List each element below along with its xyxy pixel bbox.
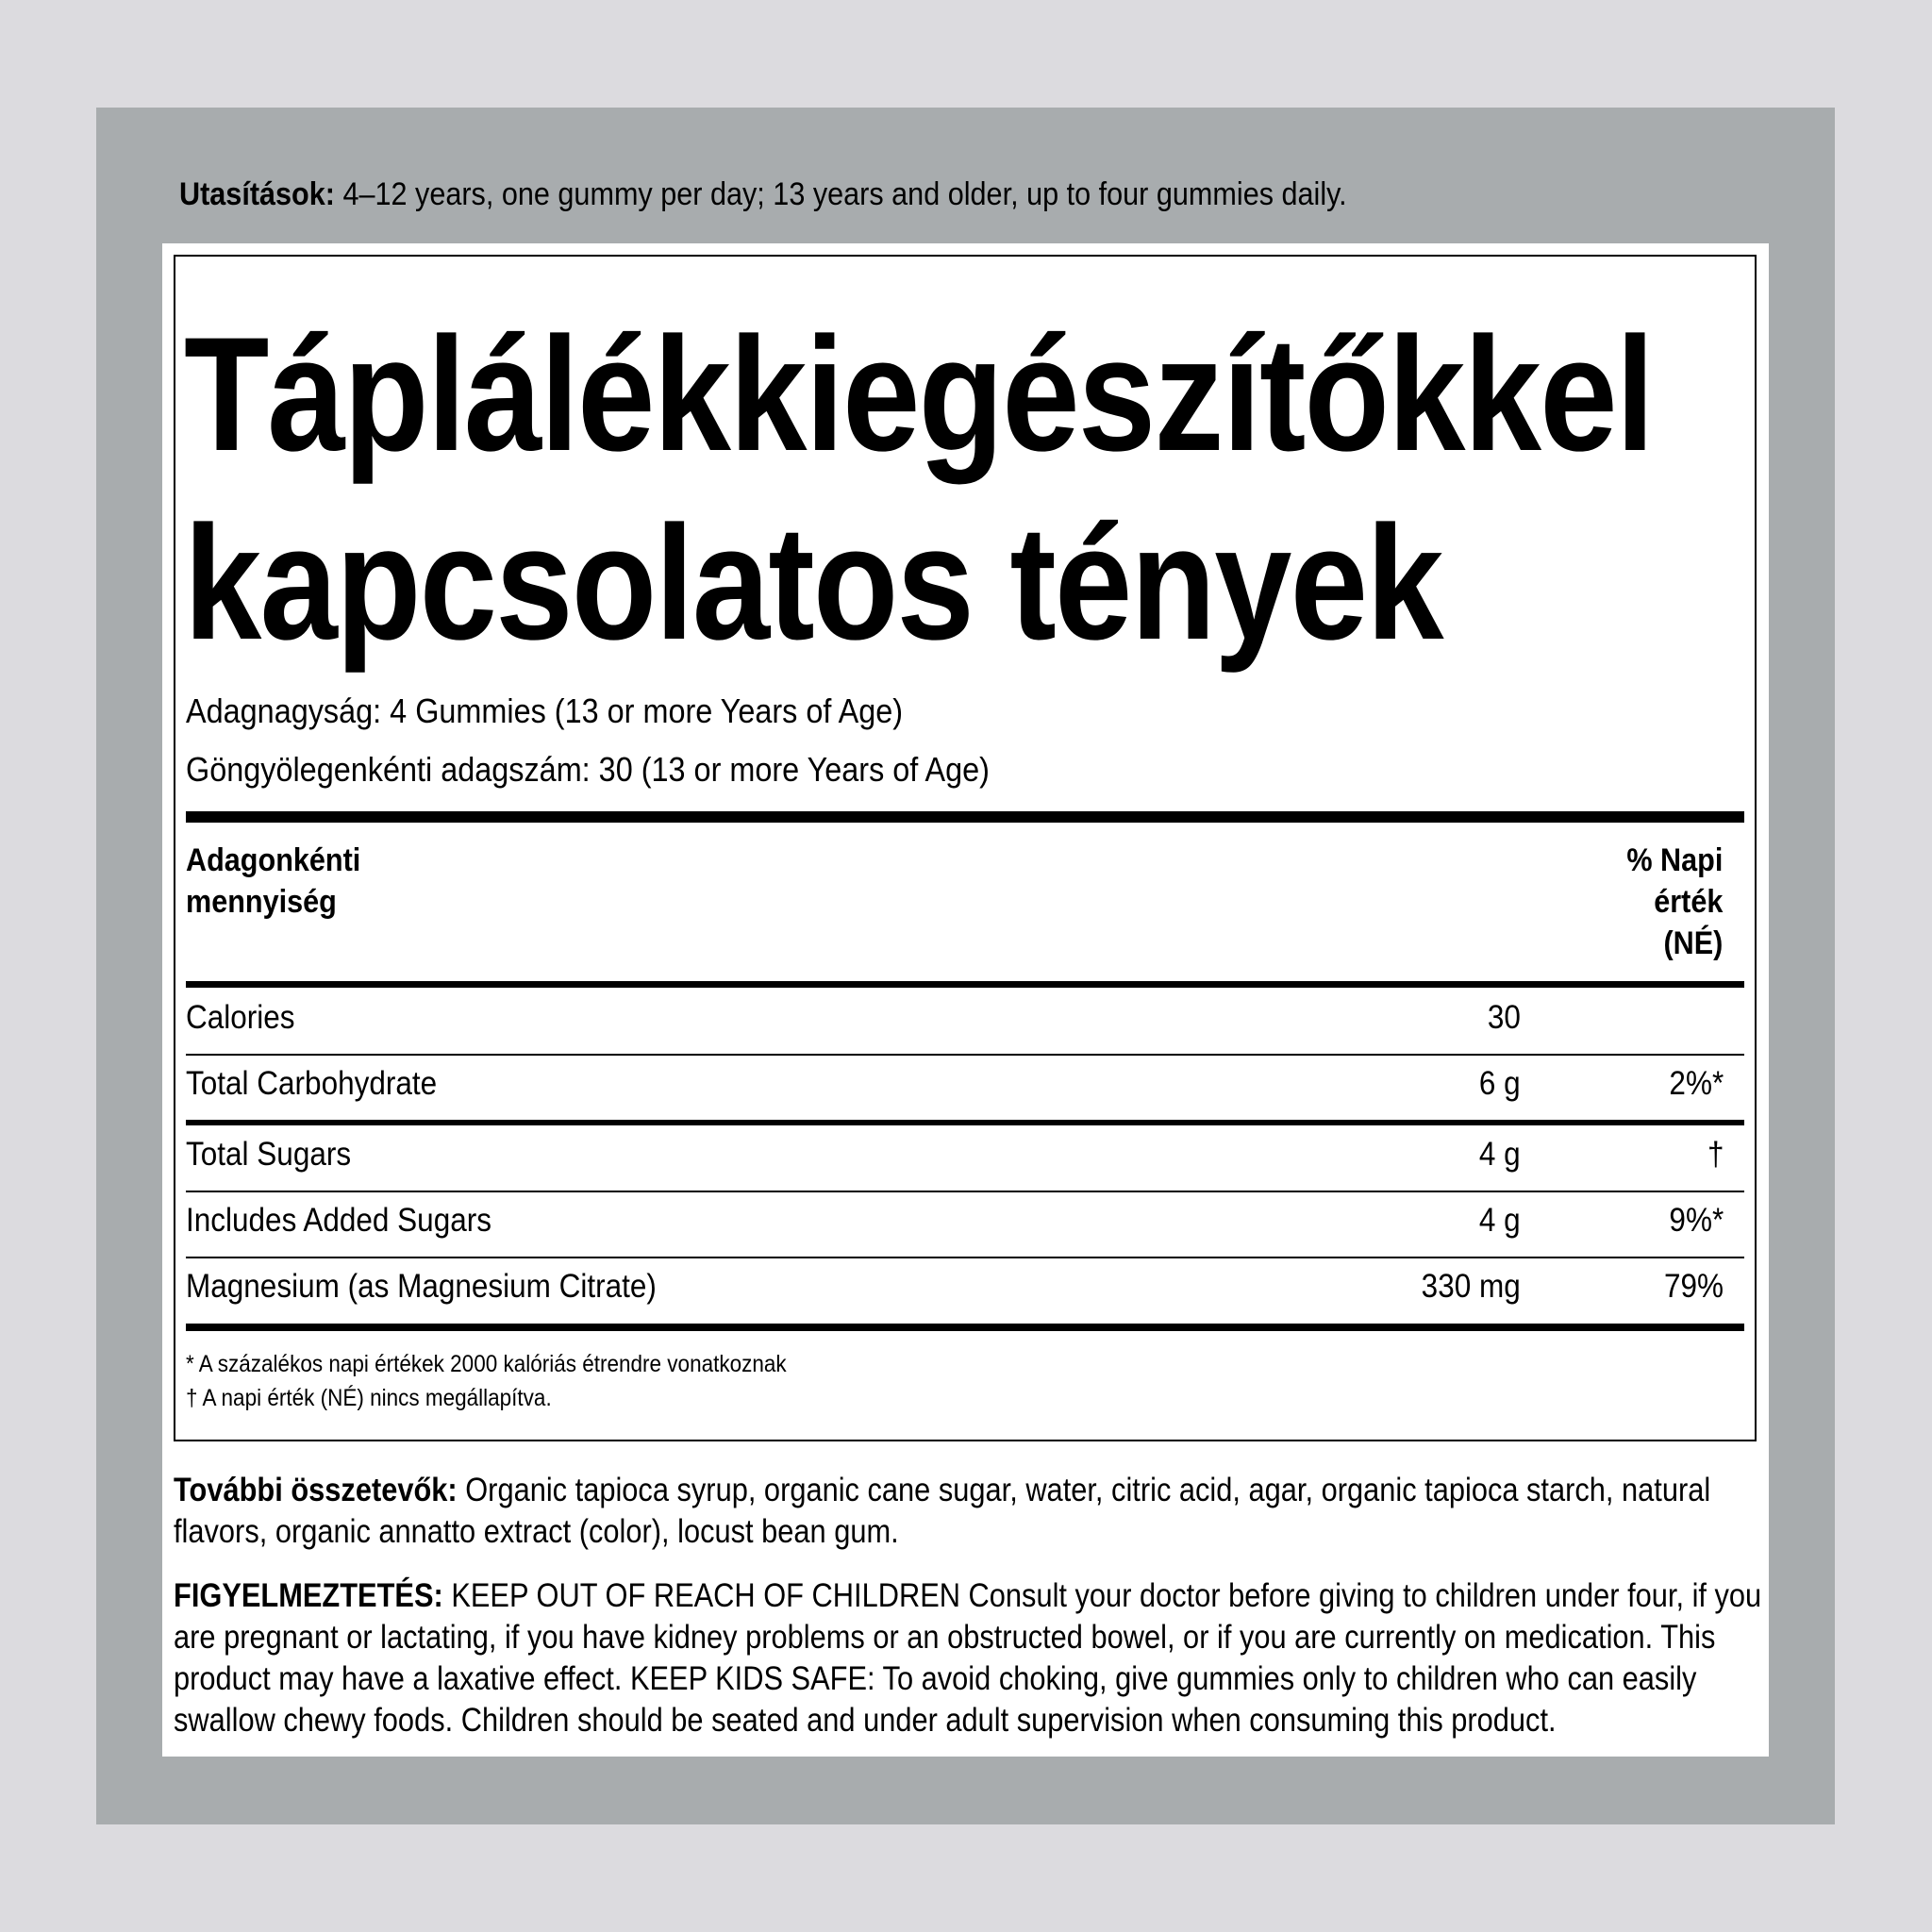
nutrient-daily-value: 79% bbox=[1663, 1268, 1724, 1305]
panel-title-line-2: kapcsolatos tények bbox=[184, 492, 1442, 674]
other-ingredients-label: További összetevők: bbox=[174, 1472, 458, 1508]
header-divider bbox=[186, 981, 1744, 988]
warning-text: KEEP OUT OF REACH OF CHILDREN Consult your doctor before giving to children under four, if you are pregnant or lactating, if you have kidney problems or an obstructed bowel, or if you are currently on medication. This product may have a laxative effect. KEEP KIDS SAFE: To avoid choking, give gummies only to children who can easily swallow chewy foods. Children should be seated and under adult supervision when consuming this product. bbox=[174, 1577, 1762, 1739]
nutrient-name: Magnesium (as Magnesium Citrate) bbox=[186, 1268, 657, 1305]
panel-title bbox=[184, 300, 1654, 677]
panel-title-line-1: Táplálékkiegészítőkkel bbox=[184, 304, 1654, 485]
header-left-line-1: Adagonkénti bbox=[186, 842, 361, 878]
directions-text bbox=[179, 170, 1623, 219]
directions-label: Utasítások: bbox=[179, 176, 335, 212]
row-divider bbox=[186, 1054, 1744, 1056]
warning bbox=[174, 1575, 1792, 1741]
warning-label: FIGYELMEZTETÉS: bbox=[174, 1577, 443, 1614]
thick-divider bbox=[186, 811, 1744, 823]
directions-body: 4–12 years, one gummy per day; 13 years and older, up to four gummies daily. bbox=[334, 176, 1347, 212]
header-right-line-1: % Napi bbox=[1625, 842, 1723, 878]
header-right-line-3: (NÉ) bbox=[1663, 925, 1723, 961]
other-ingredients bbox=[174, 1470, 1792, 1553]
bottom-divider bbox=[186, 1324, 1744, 1331]
daily-value-header bbox=[1626, 840, 1723, 964]
nutrient-daily-value: 2%* bbox=[1669, 1065, 1724, 1102]
nutrient-amount: 4 g bbox=[1479, 1202, 1521, 1239]
footnote-daily-value: * A százalékos napi értékek 2000 kalóriás étrendre vonatkoznak bbox=[186, 1351, 787, 1377]
nutrient-name: Includes Added Sugars bbox=[186, 1202, 491, 1239]
other-ingredients-text: Organic tapioca syrup, organic cane sugar, water, citric acid, agar, organic tapioca starch, natural flavors, organic annatto extract (color), locust bean gum. bbox=[174, 1472, 1711, 1550]
table-row bbox=[186, 997, 1724, 1039]
header-left-line-2: mennyiség bbox=[186, 884, 337, 920]
serving-size: Adagnagyság: 4 Gummies (13 or more Years of Age) bbox=[186, 691, 904, 730]
nutrient-amount: 6 g bbox=[1479, 1065, 1521, 1102]
row-divider bbox=[186, 1257, 1744, 1258]
footnote-not-established: † A napi érték (NÉ) nincs megállapítva. bbox=[186, 1385, 552, 1411]
nutrient-name: Total Carbohydrate bbox=[186, 1065, 438, 1102]
row-divider bbox=[186, 1191, 1744, 1192]
header-right-line-2: érték bbox=[1653, 884, 1723, 920]
nutrient-name: Calories bbox=[186, 999, 295, 1036]
amount-per-serving-header bbox=[186, 840, 360, 923]
nutrient-daily-value: † bbox=[1707, 1136, 1724, 1173]
servings-per-container: Göngyölegenkénti adagszám: 30 (13 or more Years of Age) bbox=[186, 750, 990, 789]
nutrient-name: Total Sugars bbox=[186, 1136, 352, 1173]
nutrient-amount: 30 bbox=[1487, 999, 1521, 1036]
nutrient-amount: 330 mg bbox=[1421, 1268, 1521, 1305]
nutrient-amount: 4 g bbox=[1479, 1136, 1521, 1173]
nutrient-daily-value: 9%* bbox=[1669, 1202, 1724, 1239]
row-divider bbox=[186, 1120, 1744, 1125]
table-row bbox=[186, 1134, 1724, 1175]
table-row bbox=[186, 1266, 1724, 1307]
table-row bbox=[186, 1200, 1724, 1241]
table-row bbox=[186, 1063, 1724, 1105]
